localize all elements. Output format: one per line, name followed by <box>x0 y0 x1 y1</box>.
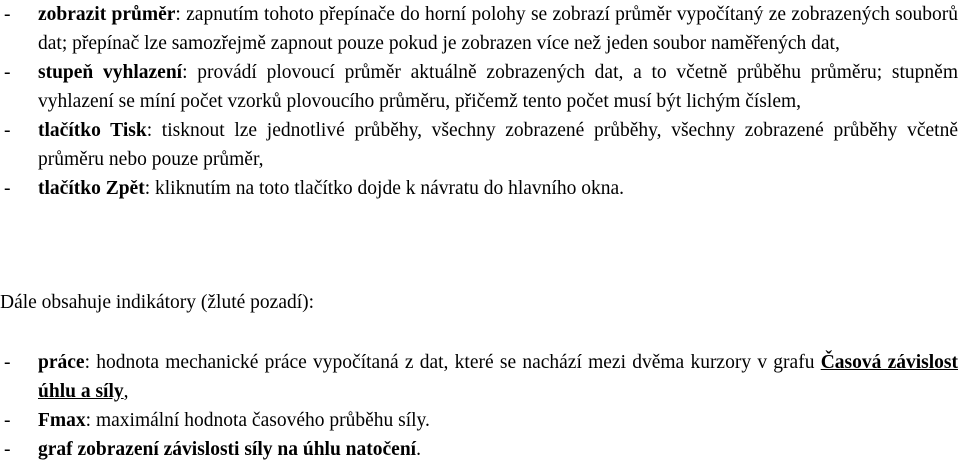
controls-list <box>0 0 960 203</box>
item-text: : maximální hodnota časového průběhu síly. <box>85 410 430 431</box>
item-text-after: , <box>123 381 129 402</box>
list-item <box>0 58 958 116</box>
list-item <box>0 174 958 203</box>
term-tlacitko-zpet: tlačítko Zpět <box>38 178 145 199</box>
term-graf-zavislosti: graf zobrazení závislosti síly na úhlu natočení <box>38 439 417 460</box>
term-prace: práce <box>38 352 85 373</box>
graph-reference-link: Časová závislost úhlu a síly <box>38 352 959 402</box>
term-tlacitko-tisk: tlačítko Tisk <box>38 120 147 141</box>
list-item <box>0 116 958 174</box>
list-dash: - <box>4 178 11 199</box>
list-dash: - <box>4 410 11 431</box>
list-item <box>0 348 958 406</box>
term-zobrazit-prumer: zobrazit průměr <box>38 4 176 25</box>
list-item <box>0 435 958 464</box>
list-item <box>0 406 958 435</box>
term-stupen-vyhlazeni: stupeň vyhlazení <box>38 62 183 83</box>
list-dash: - <box>4 439 11 460</box>
list-item <box>0 0 958 58</box>
item-text: : kliknutím na toto tlačítko dojde k návratu do hlavního okna. <box>144 178 624 199</box>
item-text: . <box>416 439 421 460</box>
list-dash: - <box>4 352 11 373</box>
term-fmax: Fmax <box>38 410 86 431</box>
list-dash: - <box>4 62 11 83</box>
item-text: : provádí plovoucí průměr aktuálně zobrazených dat, a to včetně průběhu průměru; stupněm vyhlazení se míní počet vzorků plovoucího průměru, přičemž tento počet musí být lichým číslem, <box>38 62 959 112</box>
list-dash: - <box>4 120 11 141</box>
item-text: : zapnutím tohoto přepínače do horní polohy se zobrazí průměr vypočítaný ze zobrazených souborů dat; přepínač lze samozřejmě zapnout pouze pokud je zobrazen více než jeden soubor naměřených dat, <box>38 4 958 54</box>
list-dash: - <box>4 4 11 25</box>
item-text: : tisknout lze jednotlivé průběhy, všechny zobrazené průběhy, všechny zobrazené průběhy včetně průměru nebo pouze průměr, <box>38 120 958 170</box>
item-text: : hodnota mechanické práce vypočítaná z dat, které se nachází mezi dvěma kurzory v grafu <box>84 352 821 373</box>
indicators-paragraph: Dále obsahuje indikátory (žluté pozadí): <box>0 292 315 313</box>
indicators-list <box>0 348 960 464</box>
